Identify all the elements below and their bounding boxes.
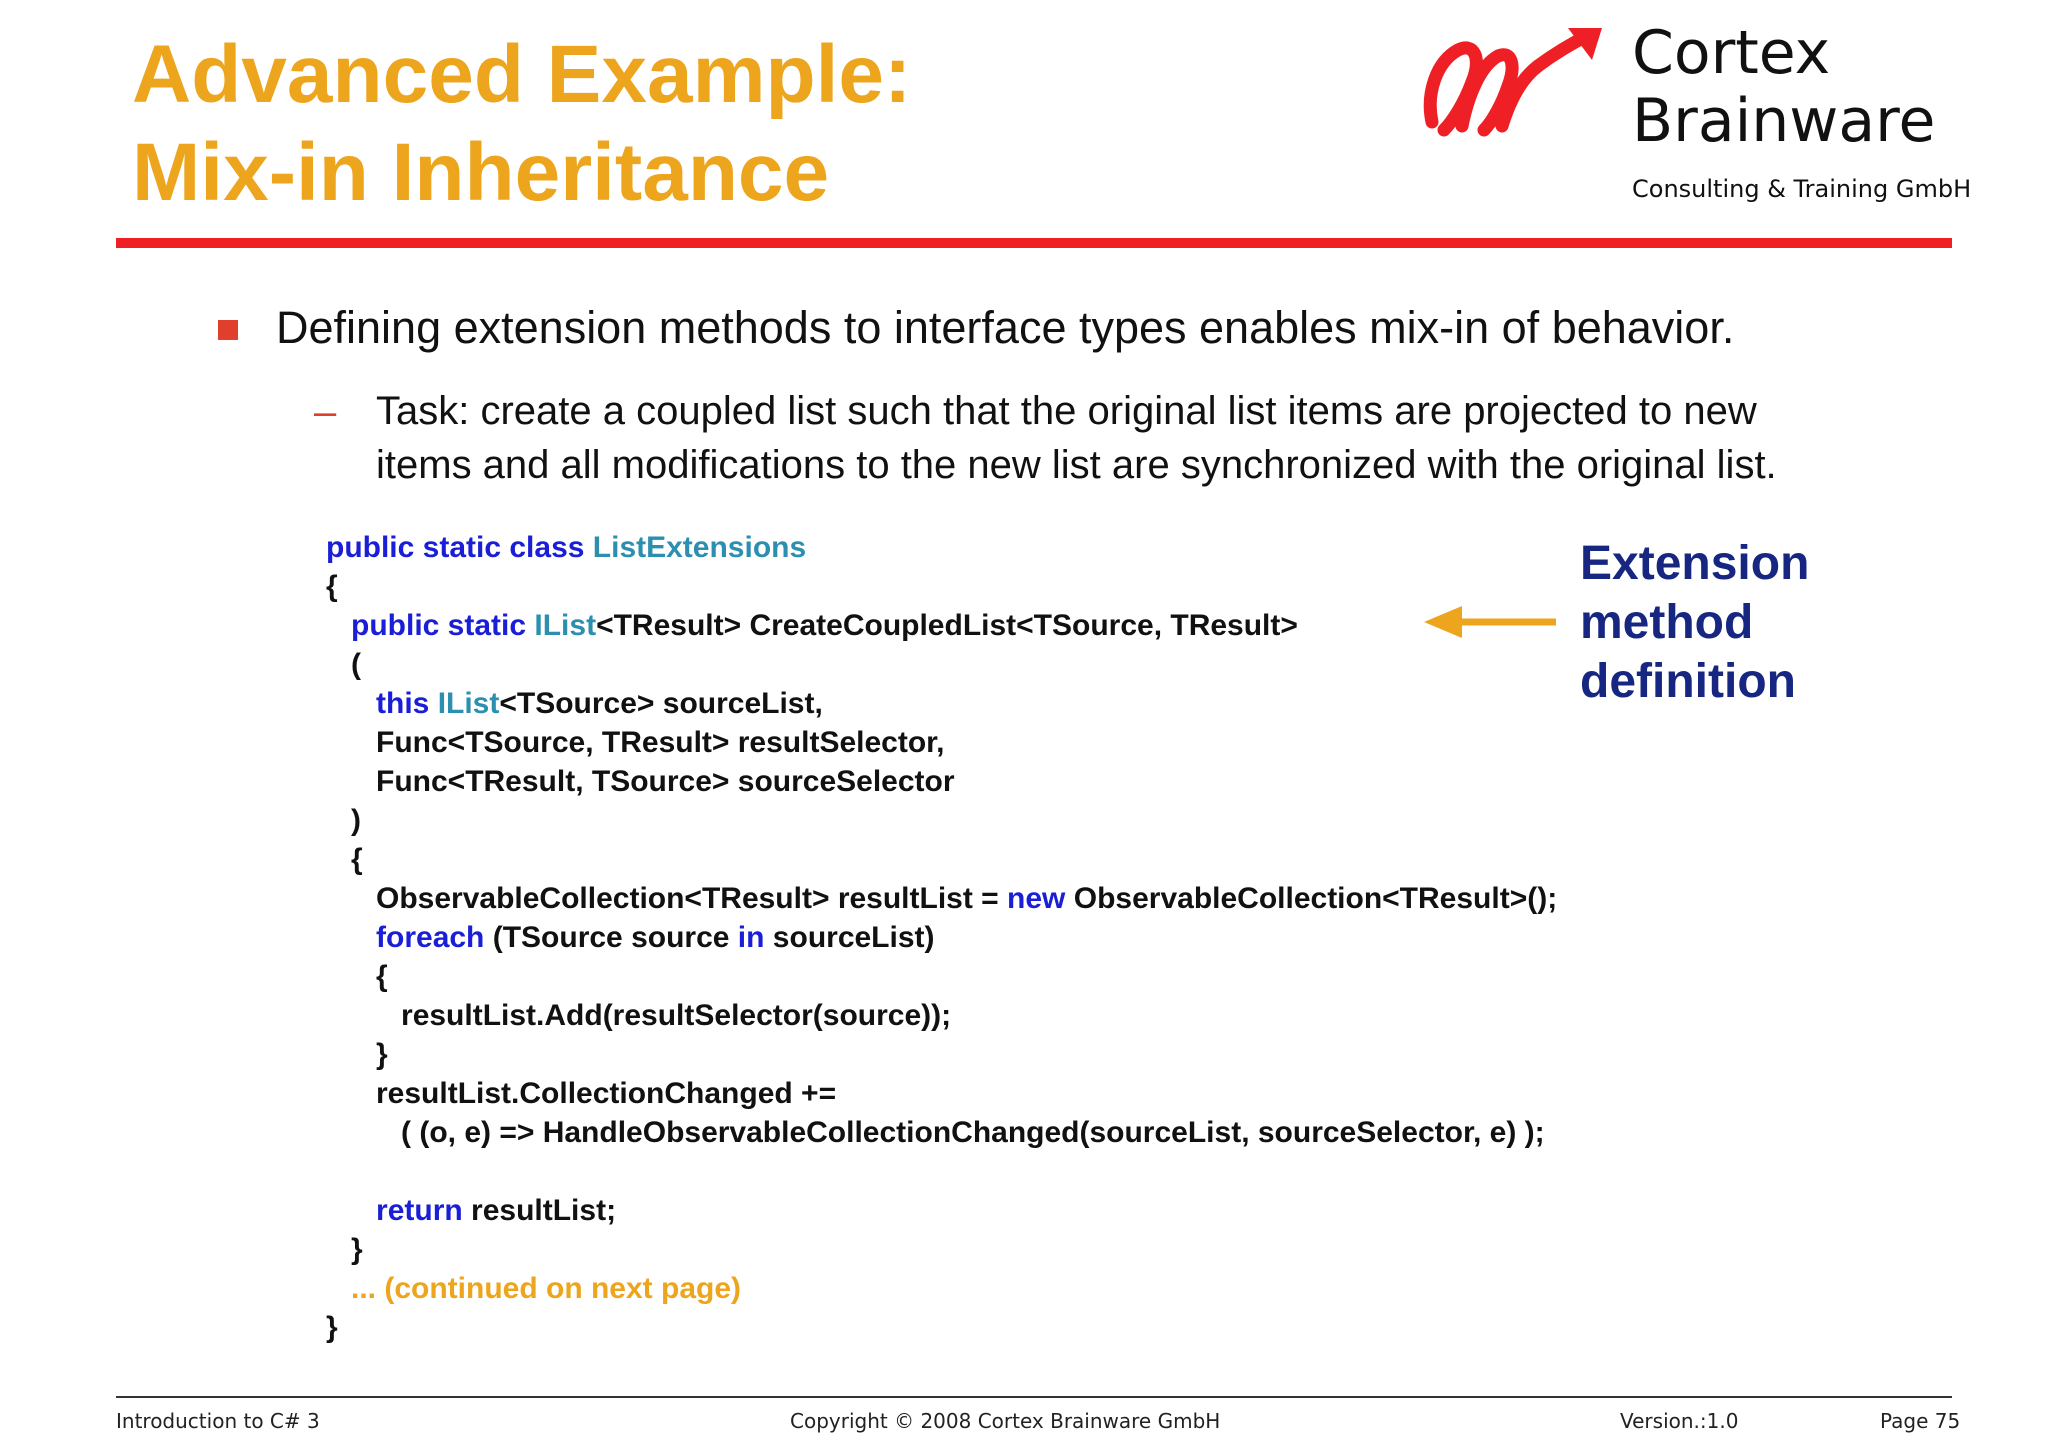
code-token: ( (326, 648, 361, 681)
code-token: { (326, 570, 338, 603)
code-line (326, 606, 1557, 645)
code-line (326, 1074, 1557, 1113)
code-token: } (326, 1233, 363, 1266)
code-token: { (326, 843, 363, 876)
code-line (326, 996, 1557, 1035)
code-token: ObservableCollection<TResult>(); (1065, 882, 1558, 915)
code-line (326, 957, 1557, 996)
code-token: Func<TResult, TSource> sourceSelector (326, 765, 955, 798)
code-line (326, 684, 1557, 723)
footer-divider (116, 1396, 1952, 1398)
code-line (326, 1113, 1557, 1152)
code-token: ( (o, e) => HandleObservableCollectionChanged(sourceList, sourceSelector, e) ); (326, 1116, 1545, 1149)
code-token (326, 921, 376, 954)
code-token (326, 1194, 376, 1227)
code-token: return (376, 1194, 463, 1227)
code-block (326, 528, 1557, 1347)
code-line (326, 762, 1557, 801)
code-token: public static class (326, 531, 593, 564)
logo-wordmark-line-2: Brainware (1632, 86, 1936, 156)
footer-page-number: Page 75 (1880, 1409, 1961, 1433)
arrow-left-icon (1424, 604, 1558, 640)
sub-bullet-line-2: items and all modifications to the new list are synchronized with the original list. (376, 443, 1777, 487)
bullet-square-icon (218, 320, 238, 340)
code-token: } (326, 1038, 388, 1071)
code-token: ) (326, 804, 361, 837)
code-line (326, 918, 1557, 957)
code-token: { (326, 960, 388, 993)
code-line (326, 801, 1557, 840)
cortex-logo-icon (1418, 22, 1606, 150)
footer-version: Version.:1.0 (1620, 1409, 1739, 1433)
code-line (326, 1035, 1557, 1074)
annotation-line-2: method (1580, 596, 1754, 649)
sub-bullet-dash: – (314, 390, 337, 434)
code-token: (TSource source (484, 921, 738, 954)
slide-title-line-1: Advanced Example: (132, 29, 912, 120)
code-token: sourceList) (764, 921, 935, 954)
code-token: <TResult> CreateCoupledList<TSource, TResult> (596, 609, 1298, 642)
code-line (326, 1269, 1557, 1308)
code-token: Func<TSource, TResult> resultSelector, (326, 726, 945, 759)
code-line (326, 879, 1557, 918)
code-token (326, 687, 376, 720)
code-token: in (737, 921, 765, 954)
footer-copyright: Copyright © 2008 Cortex Brainware GmbH (790, 1409, 1221, 1433)
code-token (326, 609, 351, 642)
annotation-line-1: Extension (1580, 537, 1810, 590)
footer-course-title: Introduction to C# 3 (116, 1409, 320, 1433)
code-line (326, 1152, 1557, 1191)
code-token: this (376, 687, 438, 720)
code-token: } (326, 1311, 338, 1344)
code-token: IList (534, 609, 597, 642)
code-token: resultList; (462, 1194, 617, 1227)
code-token: <TSource> sourceList, (499, 687, 823, 720)
extension-method-annotation (1580, 534, 1809, 711)
code-token: IList (437, 687, 500, 720)
code-line (326, 645, 1557, 684)
code-line (326, 1308, 1557, 1347)
code-token: foreach (376, 921, 485, 954)
code-line (326, 1230, 1557, 1269)
slide-title (132, 26, 911, 222)
code-token: ListExtensions (592, 531, 807, 564)
sub-bullet-line-1: Task: create a coupled list such that the original list items are projected to new (376, 389, 1757, 433)
main-bullet-text: Defining extension methods to interface types enables mix-in of behavior. (276, 302, 1735, 353)
code-token: new (1007, 882, 1066, 915)
code-token (326, 1272, 351, 1305)
slide-title-line-2: Mix-in Inheritance (132, 127, 830, 218)
code-line (326, 840, 1557, 879)
annotation-line-3: definition (1580, 655, 1796, 708)
code-line (326, 1191, 1557, 1230)
code-token: public static (351, 609, 535, 642)
code-line (326, 567, 1557, 606)
title-divider (116, 238, 1952, 248)
code-token: resultList.Add(resultSelector(source)); (326, 999, 952, 1032)
sub-bullet-text (376, 384, 1936, 492)
logo-wordmark-line-1: Cortex (1632, 18, 1831, 88)
code-line (326, 528, 1557, 567)
code-token: ObservableCollection<TResult> resultList = (326, 882, 1008, 915)
logo-tagline: Consulting & Training GmbH (1632, 175, 1972, 203)
code-token: ... (continued on next page) (351, 1272, 742, 1305)
code-line (326, 723, 1557, 762)
code-token: resultList.CollectionChanged += (326, 1077, 837, 1110)
